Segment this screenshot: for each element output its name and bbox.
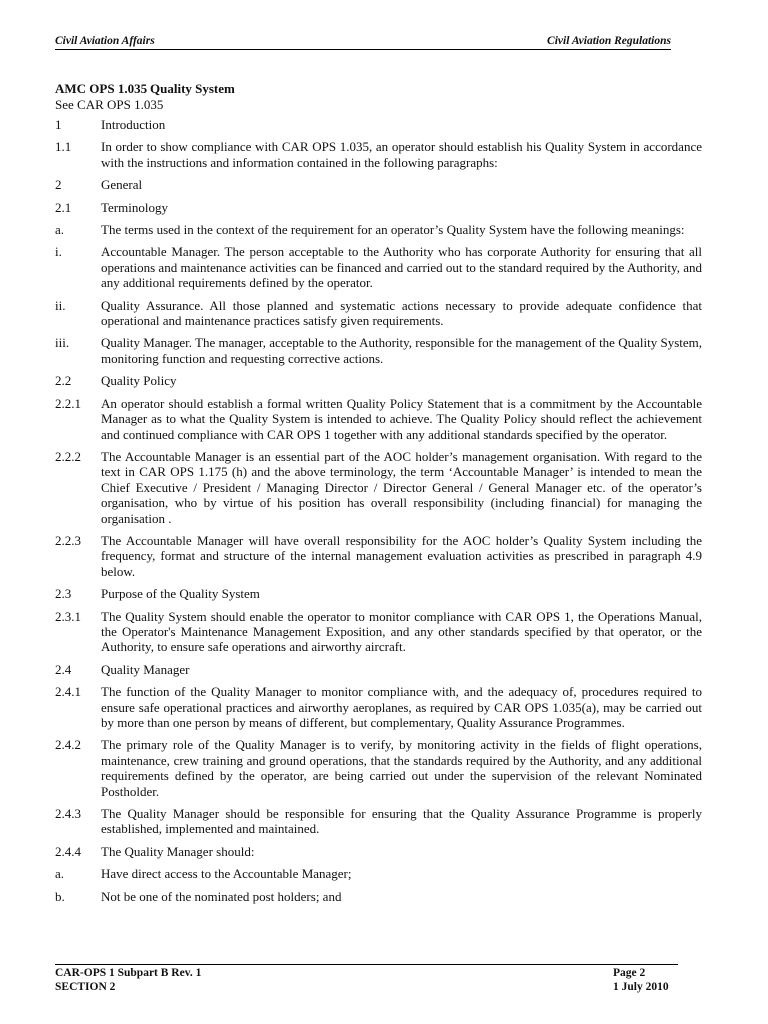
title-text: Quality System [150,81,235,96]
paragraph-text: Purpose of the Quality System [101,586,260,602]
paragraph-number: 2.4.3 [55,806,81,822]
footer-page: Page 2 [613,967,646,979]
paragraph [55,889,702,904]
paragraph-number: 1 [55,117,62,132]
paragraph-text: The Accountable Manager is an essential part of the AOC holder’s management organisation. With regard to the text in CAR OPS 1.175 (h) and the above terminology, the term ‘Accountable Manager’ is intended to mean the Chief Executive / President / Managing Director / Director General / General Manager etc. of the operator’s organisation, who by virtue of his position has overall responsibility (including financial) for managing the organisation . [101,448,702,526]
paragraph [55,222,702,237]
paragraph [55,449,702,526]
see-reference: See CAR OPS 1.035 [55,97,164,112]
paragraph [55,117,702,132]
paragraph [55,335,702,366]
paragraph-text: Accountable Manager. The person acceptable to the Authority who has corporate Authority for ensuring that all operations and maintenance activities can be financed and carried out to the standard required by the Authority, and any additional requirements defined by the operator. [101,244,702,291]
paragraph [55,609,702,655]
paragraph [55,533,702,579]
page-footer [55,964,678,994]
paragraph [55,139,702,170]
paragraph [55,373,702,388]
paragraph [55,586,702,601]
paragraph-text: Quality Manager. The manager, acceptable to the Authority, responsible for the management of the Quality System, monitoring function and requesting corrective actions. [101,335,702,366]
header-right: Civil Aviation Regulations [547,35,671,47]
paragraph-number: a. [55,866,65,882]
header-left: Civil Aviation Affairs [55,35,155,47]
paragraph-text: The Quality Manager should be responsible for ensuring that the Quality Assurance Programme is properly established, implemented and maintained. [101,806,702,837]
footer-subpart: CAR-OPS 1 Subpart B Rev. 1 [55,967,202,979]
paragraph-number: a. [55,222,65,238]
paragraph-number: 2.2 [55,373,72,389]
paragraph [55,244,702,290]
paragraph-number: 2.4.1 [55,684,81,700]
paragraph-text: An operator should establish a formal written Quality Policy Statement that is a commitment by the Accountable Manager as to what the Quality System is intended to achieve. The Quality Policy should reflect the achievement and continued compliance with CAR OPS 1 together with any additional standards specified by the operator. [101,395,702,442]
document-body [55,81,702,911]
paragraph [55,200,702,215]
paragraph-number: 2.4.2 [55,737,81,753]
paragraph [55,177,702,192]
paragraph-number: b. [55,888,65,904]
paragraph [55,662,702,677]
paragraph-number: 2.2.2 [55,448,81,464]
paragraph-number: 2.4 [55,661,72,677]
paragraph-text: The Accountable Manager will have overall responsibility for the AOC holder’s Quality System including the frequency, format and structure of the internal management evaluation activities as prescribed in paragraph 4.9 below. [101,532,702,579]
paragraph [55,396,702,442]
paragraph [55,737,702,799]
paragraph-number: i. [55,244,62,260]
paragraph-number: ii. [55,297,66,313]
paragraph-number: 2.3.1 [55,608,81,624]
paragraph-number: 2.4.4 [55,843,81,859]
paragraph-list [55,117,702,904]
paragraph-text: The terms used in the context of the requirement for an operator’s Quality System have the following meanings: [101,222,685,238]
paragraph-number: 2.1 [55,199,72,215]
paragraph [55,684,702,730]
paragraph-text: Not be one of the nominated post holders; and [101,888,342,904]
paragraph-number: 1.1 [55,139,72,155]
page-header [55,35,671,50]
paragraph-text: The function of the Quality Manager to monitor compliance with, and the adequacy of, procedures required to ensure safe operational practices and airworthy aeroplanes, as required by CAR OPS 1.035(a), may be carried out by more than one person by means of different, but complementary, Quality Assurance Programmes. [101,684,702,730]
paragraph [55,866,702,881]
paragraph-text: The primary role of the Quality Manager is to verify, by monitoring activity in the fields of flight operations, maintenance, crew training and ground operations, that the standards required by the Authority, and any additional requirements defined by the operator, are being carried out under the supervision of the relevant Nominated Postholder. [101,737,702,799]
paragraph-text: Quality Policy [101,373,177,389]
footer-date: 1 July 2010 [613,981,669,993]
footer-section: SECTION 2 [55,981,116,993]
title-number: AMC OPS 1.035 [55,81,148,96]
paragraph [55,298,702,329]
paragraph-text: Introduction [101,117,166,132]
paragraph-number: 2.3 [55,586,72,602]
paragraph [55,844,702,859]
paragraph-number: 2 [55,177,62,193]
paragraph-text: General [101,177,143,193]
section-title [55,81,702,97]
paragraph-text: Have direct access to the Accountable Manager; [101,866,352,882]
paragraph-text: Quality Assurance. All those planned and systematic actions necessary to provide adequate confidence that operational and maintenance practices satisfy given requirements. [101,297,702,329]
paragraph-text: In order to show compliance with CAR OPS 1.035, an operator should establish his Quality System in accordance with the instructions and information contained in the following paragraphs: [101,139,702,170]
paragraph-number: 2.2.1 [55,395,81,411]
paragraph [55,806,702,837]
paragraph-text: Quality Manager [101,661,190,677]
paragraph-text: The Quality Manager should: [101,843,255,859]
paragraph-text: The Quality System should enable the operator to monitor compliance with CAR OPS 1, the Operations Manual, the Operator's Maintenance Management Exposition, and any other standards specified by that operator, or the Authority, to ensure safe operations and airworthy aircraft. [101,608,702,655]
paragraph-text: Terminology [101,199,168,215]
paragraph-number: iii. [55,335,70,351]
paragraph-number: 2.2.3 [55,532,81,548]
